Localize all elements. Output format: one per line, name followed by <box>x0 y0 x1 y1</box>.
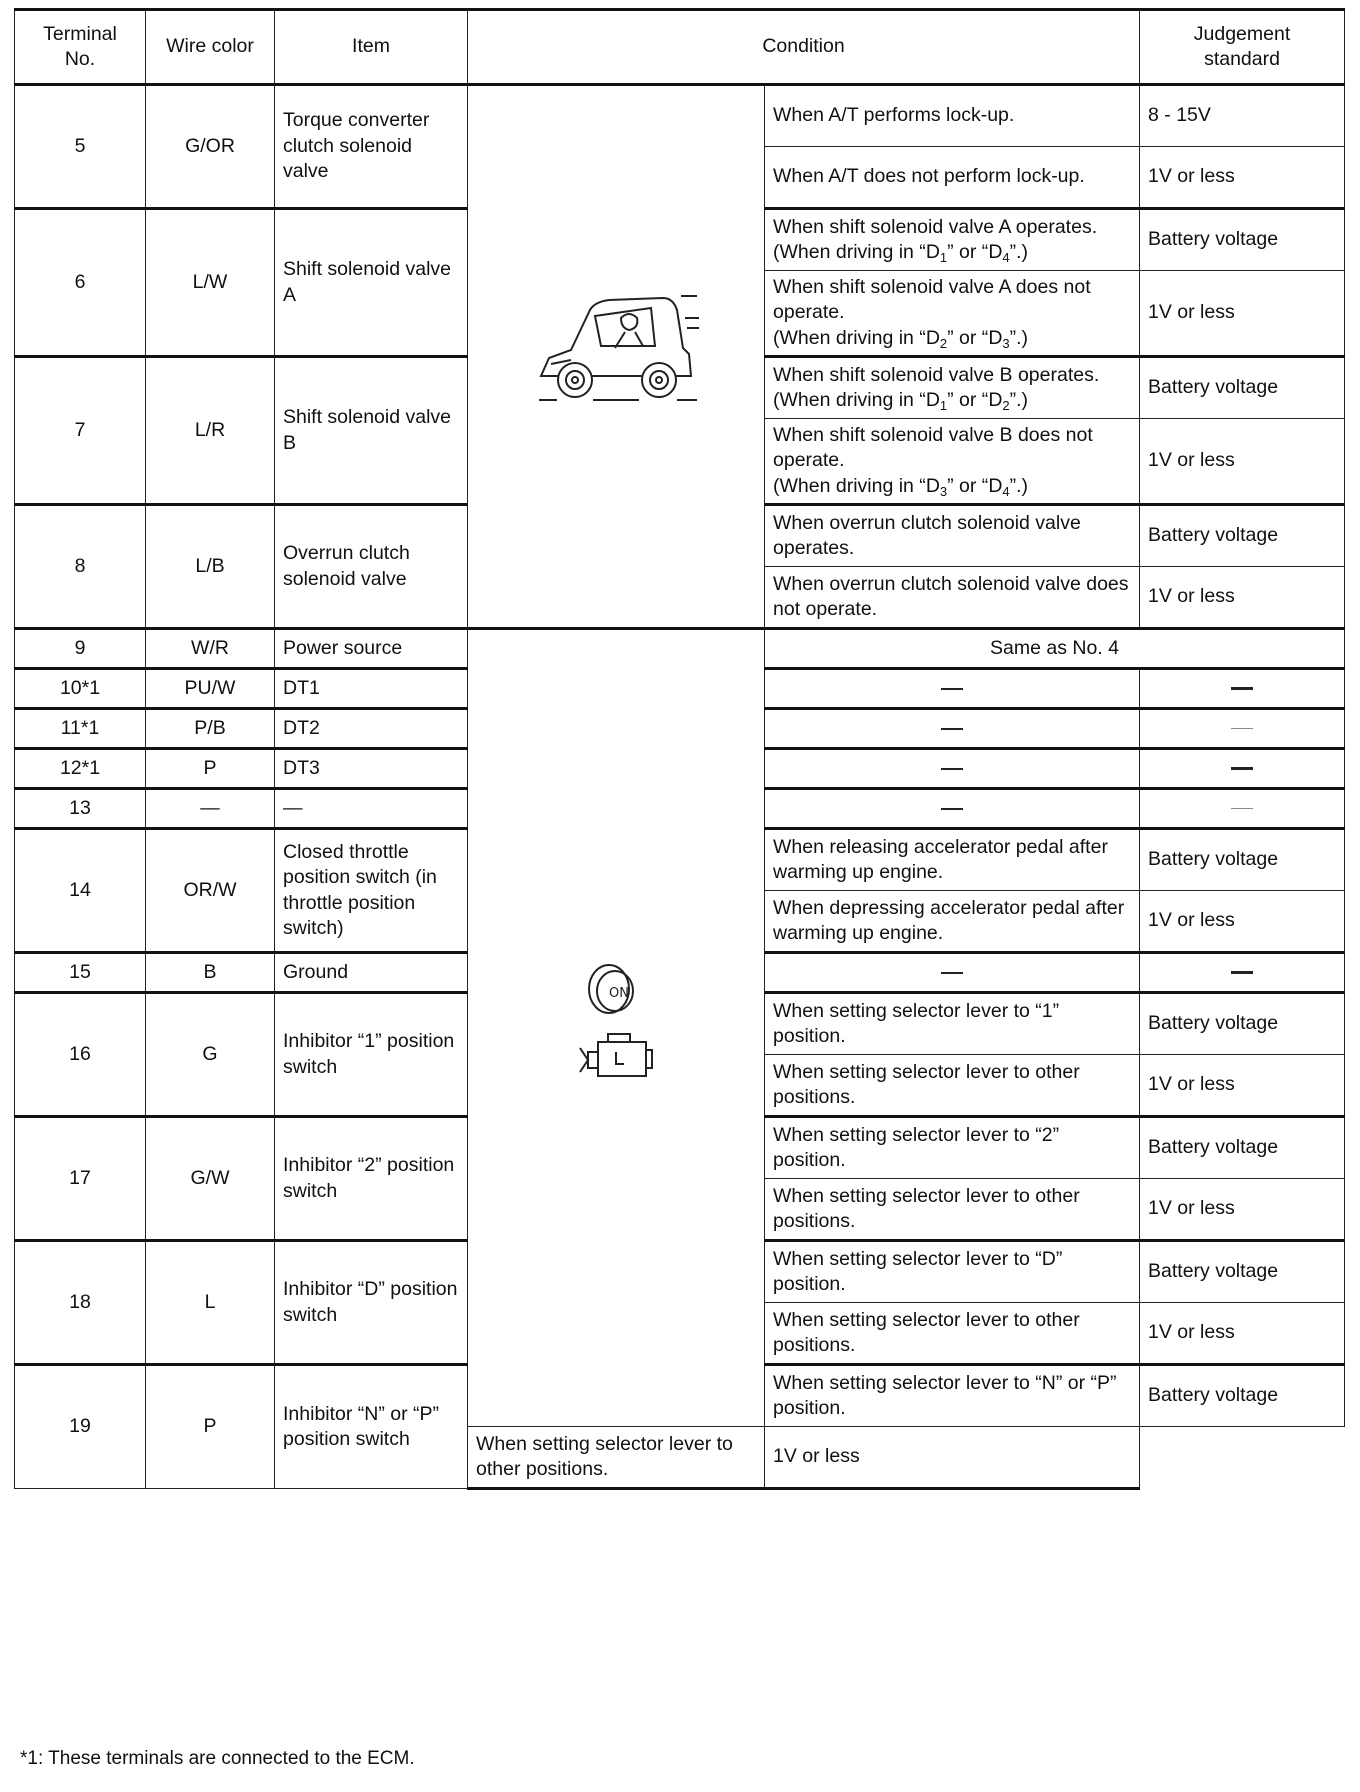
condition-text <box>765 1241 1140 1303</box>
empty-dash <box>765 749 1140 789</box>
empty-dash <box>1140 789 1345 829</box>
dash-mark <box>941 808 963 810</box>
condition-main-text: When setting selector lever to “D” position. <box>773 1247 1063 1296</box>
svg-text:ON: ON <box>609 985 629 1001</box>
condition-main-text: When setting selector lever to “1” position. <box>773 999 1060 1048</box>
header-row <box>15 10 1345 85</box>
terminal-no: 5 <box>15 85 146 209</box>
gear-letter: D <box>925 326 940 349</box>
judgement-value: 1V or less <box>1140 1055 1345 1117</box>
item-name: Closed throttle position switch (in throttle position switch) <box>275 829 468 953</box>
empty-dash <box>1140 953 1345 993</box>
terminal-no: 19 <box>15 1365 146 1489</box>
table-row <box>15 629 1345 669</box>
condition-main-text: When setting selector lever to “2” position. <box>773 1123 1060 1172</box>
judgement-value: Battery voltage <box>1140 1241 1345 1303</box>
gear-subscript: 1 <box>939 250 948 265</box>
ignition-on-icon <box>581 985 651 1026</box>
judgement-value: 1V or less <box>1140 147 1345 209</box>
condition-main-text: When setting selector lever to other positions. <box>476 1432 733 1481</box>
wire-color: B <box>146 953 275 993</box>
judgement-value: 1V or less <box>1140 567 1345 629</box>
item-name: Inhibitor “N” or “P” position switch <box>275 1365 468 1489</box>
judgement-value: 1V or less <box>1140 1303 1345 1365</box>
terminal-no: 6 <box>15 209 146 357</box>
dash-mark <box>1231 767 1253 770</box>
dash-mark <box>1231 687 1253 690</box>
header-condition: Condition <box>468 10 1140 85</box>
condition-text <box>765 147 1140 209</box>
terminal-no: 16 <box>15 993 146 1117</box>
condition-text <box>765 1179 1140 1241</box>
condition-main-text: When shift solenoid valve B does not operate. <box>773 424 1093 472</box>
header-wire-color: Wire color <box>146 10 275 85</box>
driving-condition-icon-cell <box>468 85 765 629</box>
condition-main-text: When setting selector lever to other positions. <box>773 1184 1080 1233</box>
header-terminal: Terminal No. <box>15 10 146 85</box>
wire-color: L/W <box>146 209 275 357</box>
dash-mark <box>1231 808 1253 809</box>
condition-main-text: When setting selector lever to “N” or “P” position. <box>773 1371 1117 1420</box>
terminal-no: 15 <box>15 953 146 993</box>
terminal-no: 7 <box>15 357 146 505</box>
item-name: DT2 <box>275 709 468 749</box>
condition-text <box>765 891 1140 953</box>
terminal-no: 13 <box>15 789 146 829</box>
footnote: *1: These terminals are connected to the ECM. <box>20 1748 415 1769</box>
dash-mark <box>941 728 963 730</box>
condition-main-text: When shift solenoid valve A does not operate. <box>773 276 1091 324</box>
item-name: Inhibitor “D” position switch <box>275 1241 468 1365</box>
gear-subscript: 2 <box>1002 398 1010 414</box>
car-driving-icon <box>531 401 701 423</box>
condition-main-text: When A/T performs lock-up. <box>773 104 1015 127</box>
condition-main-text: When setting selector lever to other positions. <box>773 1060 1080 1109</box>
judgement-value: 1V or less <box>1140 271 1345 357</box>
condition-text <box>765 1117 1140 1179</box>
judgement-value: Battery voltage <box>1140 209 1345 271</box>
condition-main-text: When shift solenoid valve B operates. <box>773 363 1100 386</box>
item-name: — <box>275 789 468 829</box>
ignition-condition-icon-cell <box>468 629 765 1427</box>
condition-text: When shift solenoid valve A operates. (When driving in “$D_1$” or “$D_4$”.) <box>765 209 1140 271</box>
judgement-value: 1V or less <box>1140 419 1345 505</box>
condition-text: When shift solenoid valve A does not operate. (When driving in “$D_2$” or “$D_3$”.) <box>765 271 1140 357</box>
terminal-table <box>14 8 1345 1490</box>
wire-color: P <box>146 749 275 789</box>
gear-letter: D <box>925 474 940 497</box>
gear-subscript: 4 <box>1002 250 1010 265</box>
wire-color: G <box>146 993 275 1117</box>
condition-text <box>765 85 1140 147</box>
terminal-no: 18 <box>15 1241 146 1365</box>
condition-text <box>765 829 1140 891</box>
terminal-no: 12*1 <box>15 749 146 789</box>
condition-text: When shift solenoid valve B operates. (When driving in “$D_1$” or “$D_2$”.) <box>765 357 1140 419</box>
empty-dash <box>765 669 1140 709</box>
empty-dash <box>1140 749 1345 789</box>
empty-dash <box>765 709 1140 749</box>
gear-subscript: 1 <box>939 398 948 414</box>
empty-dash <box>1140 709 1345 749</box>
judgement-value: Battery voltage <box>1140 357 1345 419</box>
dash-mark <box>1231 971 1253 974</box>
judgement-value: Battery voltage <box>1140 1365 1345 1427</box>
condition-text <box>765 505 1140 567</box>
judgement-value: Battery voltage <box>1140 829 1345 891</box>
gear-subscript: 2 <box>939 335 948 351</box>
wire-color: G/W <box>146 1117 275 1241</box>
judgement-value: Battery voltage <box>1140 993 1345 1055</box>
judgement-value: Battery voltage <box>1140 1117 1345 1179</box>
item-name: Torque converter clutch solenoid valve <box>275 85 468 209</box>
condition-text: When shift solenoid valve B does not operate. (When driving in “$D_3$” or “$D_4$”.) <box>765 419 1140 505</box>
header-item: Item <box>275 10 468 85</box>
wire-color: L <box>146 1241 275 1365</box>
table-body <box>15 85 1345 1489</box>
gear-letter: D <box>988 326 1003 349</box>
gear-letter: D <box>925 389 940 412</box>
condition-text <box>765 993 1140 1055</box>
item-name: DT1 <box>275 669 468 709</box>
item-name: Shift solenoid valve B <box>275 357 468 505</box>
gear-letter: D <box>988 474 1003 497</box>
judgement-value: Battery voltage <box>1140 505 1345 567</box>
dash-mark <box>941 972 963 974</box>
engine-running-icon <box>576 1071 656 1093</box>
gear-letter: D <box>988 241 1003 263</box>
condition-main-text: When overrun clutch solenoid valve does not operate. <box>773 572 1129 621</box>
wire-color: L/R <box>146 357 275 505</box>
condition-text <box>765 1365 1140 1427</box>
terminal-no: 17 <box>15 1117 146 1241</box>
header-judgement: Judgement standard <box>1140 10 1345 85</box>
item-name: Inhibitor “1” position switch <box>275 993 468 1117</box>
item-name: Ground <box>275 953 468 993</box>
wire-color: P/B <box>146 709 275 749</box>
terminal-no: 11*1 <box>15 709 146 749</box>
condition-main-text: When shift solenoid valve A operates. <box>773 215 1098 238</box>
empty-dash <box>765 789 1140 829</box>
table-row <box>15 85 1345 147</box>
empty-dash <box>765 953 1140 993</box>
judgement-value: 1V or less <box>765 1427 1140 1489</box>
terminal-no: 8 <box>15 505 146 629</box>
item-name: Inhibitor “2” position switch <box>275 1117 468 1241</box>
wire-color: W/R <box>146 629 275 669</box>
condition-main-text: When A/T does not perform lock-up. <box>773 165 1085 188</box>
condition-main-text: When setting selector lever to other positions. <box>773 1308 1080 1357</box>
wire-color: L/B <box>146 505 275 629</box>
judgement-value: 1V or less <box>1140 1179 1345 1241</box>
wire-color: — <box>146 789 275 829</box>
condition-main-text: When overrun clutch solenoid valve operates. <box>773 511 1081 560</box>
dash-mark <box>1231 728 1253 729</box>
terminal-no: 9 <box>15 629 146 669</box>
same-as-note: Same as No. 4 <box>765 629 1345 669</box>
item-name: Overrun clutch solenoid valve <box>275 505 468 629</box>
wire-color: P <box>146 1365 275 1489</box>
item-name: DT3 <box>275 749 468 789</box>
gear-subscript: 4 <box>1002 483 1010 499</box>
condition-text <box>468 1427 765 1489</box>
condition-main-text: When releasing accelerator pedal after warming up engine. <box>773 835 1108 884</box>
condition-text <box>765 567 1140 629</box>
gear-letter: D <box>988 389 1003 412</box>
condition-text <box>765 1055 1140 1117</box>
terminal-no: 14 <box>15 829 146 953</box>
empty-dash <box>1140 669 1345 709</box>
item-name: Power source <box>275 629 468 669</box>
gear-letter: D <box>925 241 940 263</box>
condition-text <box>765 1303 1140 1365</box>
gear-subscript: 3 <box>1002 335 1010 351</box>
judgement-value: 8 - 15V <box>1140 85 1345 147</box>
item-name: Shift solenoid valve A <box>275 209 468 357</box>
gear-subscript: 3 <box>939 483 948 499</box>
wire-color: G/OR <box>146 85 275 209</box>
wire-color: OR/W <box>146 829 275 953</box>
terminal-no: 10*1 <box>15 669 146 709</box>
condition-main-text: When depressing accelerator pedal after warming up engine. <box>773 896 1125 945</box>
wire-color: PU/W <box>146 669 275 709</box>
dash-mark <box>941 688 963 690</box>
judgement-value: 1V or less <box>1140 891 1345 953</box>
dash-mark <box>941 768 963 770</box>
